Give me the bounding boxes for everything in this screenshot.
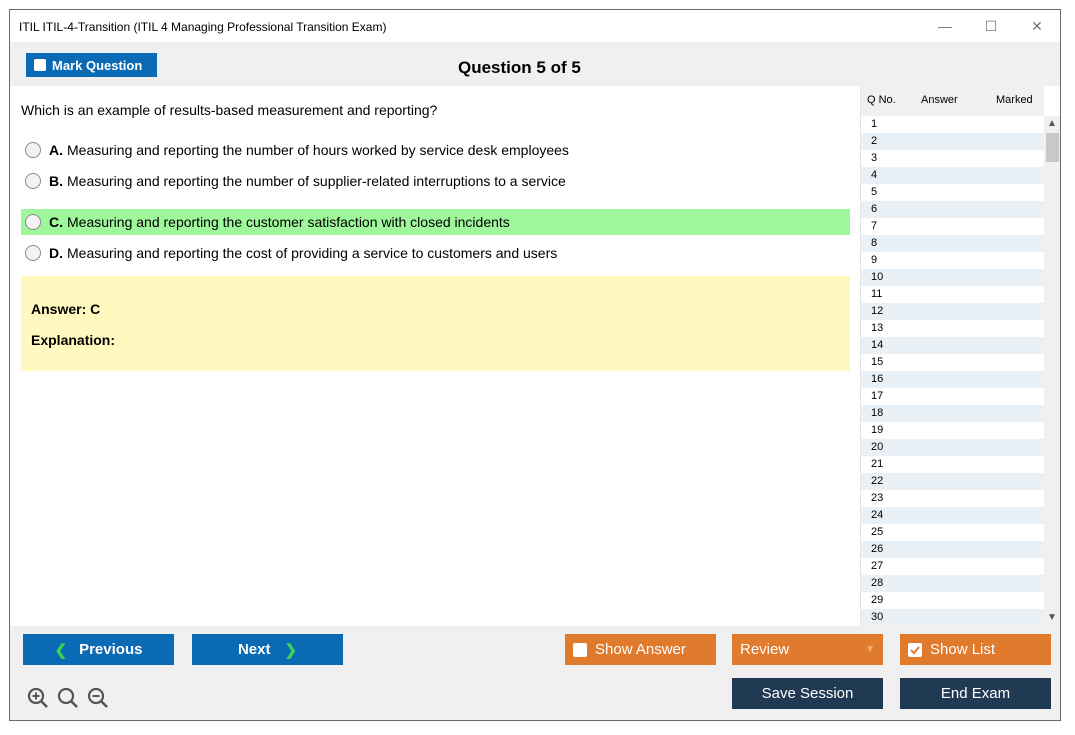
option-letter: A. bbox=[49, 142, 63, 158]
option-a[interactable] bbox=[21, 137, 850, 163]
question-list-header bbox=[861, 86, 1044, 116]
radio-button-c[interactable] bbox=[25, 214, 41, 230]
list-item[interactable]: 20 bbox=[861, 439, 1044, 456]
list-item[interactable]: 26 bbox=[861, 541, 1044, 558]
option-text: Measuring and reporting the number of hours worked by service desk employees bbox=[67, 142, 569, 158]
list-item[interactable]: 30 bbox=[861, 609, 1044, 626]
radio-button-d[interactable] bbox=[25, 245, 41, 261]
answer-text: Answer: C bbox=[31, 301, 101, 317]
window-title: ITIL ITIL-4-Transition (ITIL 4 Managing Professional Transition Exam) bbox=[19, 20, 387, 34]
radio-button-a[interactable] bbox=[25, 142, 41, 158]
option-letter: B. bbox=[49, 173, 63, 189]
list-item[interactable]: 16 bbox=[861, 371, 1044, 388]
list-item[interactable]: 6 bbox=[861, 201, 1044, 218]
footer-toolbar bbox=[10, 626, 1060, 721]
list-item[interactable]: 22 bbox=[861, 473, 1044, 490]
chevron-right-icon: ❯ bbox=[284, 641, 298, 659]
list-item[interactable]: 21 bbox=[871, 458, 884, 470]
review-dropdown[interactable] bbox=[732, 634, 883, 665]
list-item[interactable]: 10 bbox=[861, 269, 1044, 286]
list-item[interactable]: 1 bbox=[871, 118, 878, 130]
option-b[interactable] bbox=[21, 168, 850, 194]
list-item[interactable]: 11 bbox=[871, 288, 883, 300]
scroll-down-icon[interactable]: ▼ bbox=[1047, 612, 1057, 623]
column-answer: Answer bbox=[921, 94, 958, 106]
option-letter: C. bbox=[49, 214, 63, 230]
list-item[interactable]: 2 bbox=[861, 133, 1044, 150]
list-item[interactable]: 28 bbox=[861, 575, 1044, 592]
show-answer-button[interactable] bbox=[565, 634, 716, 665]
show-list-button[interactable] bbox=[900, 634, 1051, 665]
list-item[interactable]: 14 bbox=[861, 337, 1044, 354]
end-exam-label: End Exam bbox=[940, 685, 1011, 702]
explanation-label: Explanation: bbox=[31, 332, 116, 348]
end-exam-button[interactable] bbox=[900, 678, 1051, 709]
list-item[interactable]: 7 bbox=[871, 220, 878, 232]
list-item[interactable]: 5 bbox=[871, 186, 878, 198]
question-list-scrollbar[interactable] bbox=[1044, 116, 1060, 626]
question-text: Which is an example of results-based measurement and reporting? bbox=[21, 102, 438, 118]
list-item[interactable]: 12 bbox=[861, 303, 1044, 320]
zoom-reset-icon[interactable] bbox=[56, 686, 80, 710]
option-d[interactable] bbox=[21, 240, 850, 266]
mark-checkbox-icon bbox=[34, 59, 46, 71]
caret-down-icon: ▼ bbox=[865, 644, 875, 655]
list-item[interactable]: 19 bbox=[871, 424, 884, 436]
list-item[interactable]: 27 bbox=[871, 560, 884, 572]
next-button[interactable] bbox=[192, 634, 343, 665]
maximize-button[interactable]: ☐ bbox=[984, 18, 998, 34]
answer-box bbox=[21, 276, 850, 371]
option-text: Measuring and reporting the customer satisfaction with closed incidents bbox=[67, 214, 510, 230]
list-item[interactable]: 15 bbox=[871, 356, 884, 368]
list-item[interactable]: 23 bbox=[871, 492, 884, 504]
show-list-label: Show List bbox=[930, 641, 996, 658]
option-c[interactable] bbox=[21, 209, 850, 235]
list-item[interactable]: 17 bbox=[871, 390, 884, 402]
save-session-label: Save Session bbox=[761, 685, 854, 702]
question-list-rows bbox=[861, 116, 1044, 626]
show-answer-checkbox-icon[interactable] bbox=[573, 643, 587, 657]
option-text: Measuring and reporting the number of supplier-related interruptions to a service bbox=[67, 173, 566, 189]
question-counter: Question 5 of 5 bbox=[458, 58, 581, 77]
list-item[interactable]: 25 bbox=[871, 526, 884, 538]
radio-button-b[interactable] bbox=[25, 173, 41, 189]
question-panel bbox=[10, 86, 860, 626]
list-item[interactable]: 18 bbox=[861, 405, 1044, 422]
option-text: Measuring and reporting the cost of providing a service to customers and users bbox=[67, 245, 558, 261]
list-item[interactable]: 13 bbox=[871, 322, 884, 334]
scroll-up-icon[interactable]: ▲ bbox=[1047, 118, 1057, 129]
mark-question-label: Mark Question bbox=[52, 57, 143, 73]
zoom-out-icon[interactable] bbox=[86, 686, 110, 710]
list-item[interactable]: 4 bbox=[861, 167, 1044, 184]
chevron-left-icon: ❮ bbox=[54, 641, 68, 659]
zoom-in-icon[interactable] bbox=[26, 686, 50, 710]
previous-button[interactable] bbox=[23, 634, 174, 665]
question-header bbox=[10, 42, 860, 86]
close-button[interactable]: ✕ bbox=[1031, 18, 1043, 34]
show-answer-label: Show Answer bbox=[595, 641, 686, 658]
scroll-thumb[interactable] bbox=[1046, 133, 1059, 162]
next-label: Next bbox=[237, 641, 271, 658]
previous-label: Previous bbox=[79, 641, 143, 658]
checkmark-icon[interactable] bbox=[908, 643, 922, 657]
title-bar bbox=[10, 10, 1060, 42]
save-session-button[interactable] bbox=[732, 678, 883, 709]
review-label: Review bbox=[740, 641, 790, 658]
list-item[interactable]: 29 bbox=[871, 594, 884, 606]
question-list-panel bbox=[860, 86, 1060, 626]
mark-question-button[interactable] bbox=[26, 53, 157, 77]
list-item[interactable]: 3 bbox=[871, 152, 878, 164]
list-item[interactable]: 24 bbox=[861, 507, 1044, 524]
column-qno: Q No. bbox=[867, 94, 896, 106]
column-marked: Marked bbox=[996, 94, 1033, 106]
minimize-button[interactable]: — bbox=[938, 18, 952, 34]
app-window bbox=[9, 9, 1061, 721]
zoom-controls bbox=[26, 686, 110, 710]
list-item[interactable]: 8 bbox=[861, 235, 1044, 252]
list-item[interactable]: 9 bbox=[871, 254, 878, 266]
option-letter: D. bbox=[49, 245, 63, 261]
